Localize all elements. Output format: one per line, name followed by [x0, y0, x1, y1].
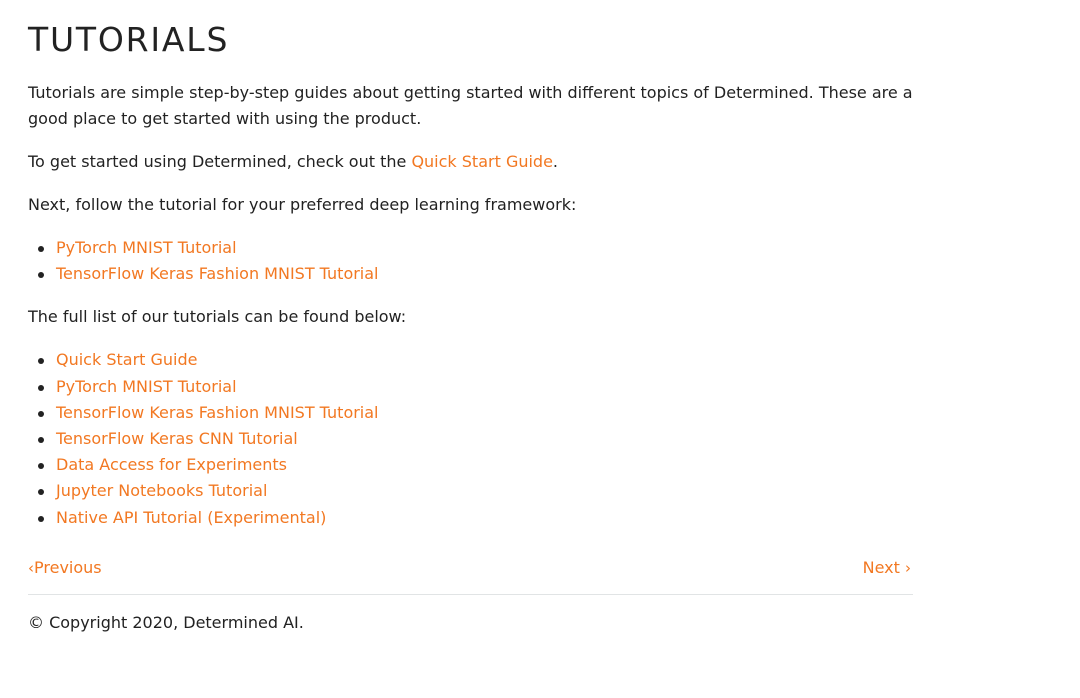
- footer-divider: [28, 594, 913, 595]
- framework-tutorial-list: [28, 235, 914, 287]
- full-tutorial-list: [28, 347, 914, 530]
- list-item: [28, 374, 914, 400]
- next-label: Next: [862, 558, 900, 577]
- pytorch-mnist-tutorial-link[interactable]: PyTorch MNIST Tutorial: [56, 238, 237, 257]
- previous-button[interactable]: [28, 556, 102, 580]
- main-content: [28, 0, 914, 531]
- quick-start-guide-link[interactable]: Quick Start Guide: [411, 152, 553, 171]
- previous-label: Previous: [34, 558, 102, 577]
- next-button[interactable]: [863, 556, 911, 580]
- list-item: [28, 505, 914, 531]
- list-item: [28, 426, 914, 452]
- quick-start-guide-link[interactable]: Quick Start Guide: [56, 350, 198, 370]
- tensorflow-keras-cnn-tutorial-link[interactable]: TensorFlow Keras CNN Tutorial: [56, 428, 298, 448]
- list-item: [28, 452, 914, 478]
- chevron-right-icon: ›: [905, 559, 911, 577]
- tensorflow-keras-fashion-mnist-tutorial-link[interactable]: TensorFlow Keras Fashion MNIST Tutorial: [56, 402, 379, 422]
- get-started-paragraph: [28, 149, 914, 175]
- native-api-tutorial-link[interactable]: Native API Tutorial (Experimental): [56, 507, 327, 527]
- jupyter-notebooks-tutorial-link[interactable]: Jupyter Notebooks Tutorial: [56, 481, 268, 501]
- copyright-footer: © Copyright 2020, Determined AI.: [28, 613, 304, 632]
- get-started-suffix: .: [552, 152, 559, 171]
- framework-paragraph: Next, follow the tutorial for your preferred deep learning framework:: [28, 195, 577, 214]
- list-item: [28, 261, 914, 287]
- list-item: [28, 235, 914, 261]
- data-access-for-experiments-link[interactable]: Data Access for Experiments: [56, 455, 288, 475]
- pytorch-mnist-tutorial-link[interactable]: PyTorch MNIST Tutorial: [56, 376, 237, 396]
- list-item: [28, 347, 914, 373]
- intro-paragraph: Tutorials are simple step-by-step guides about getting started with different topics of Determined. These are a good place to get started with using the product.: [28, 83, 913, 128]
- page-title: TUTORIALS: [28, 20, 230, 59]
- pagination-nav: [28, 556, 913, 580]
- tensorflow-keras-fashion-mnist-tutorial-link[interactable]: TensorFlow Keras Fashion MNIST Tutorial: [56, 264, 379, 284]
- full-list-paragraph: The full list of our tutorials can be found below:: [28, 307, 407, 327]
- get-started-prefix: To get started using Determined, check out the: [28, 152, 412, 171]
- chevron-left-icon: ‹: [28, 559, 34, 577]
- list-item: [28, 478, 914, 504]
- list-item: [28, 400, 914, 426]
